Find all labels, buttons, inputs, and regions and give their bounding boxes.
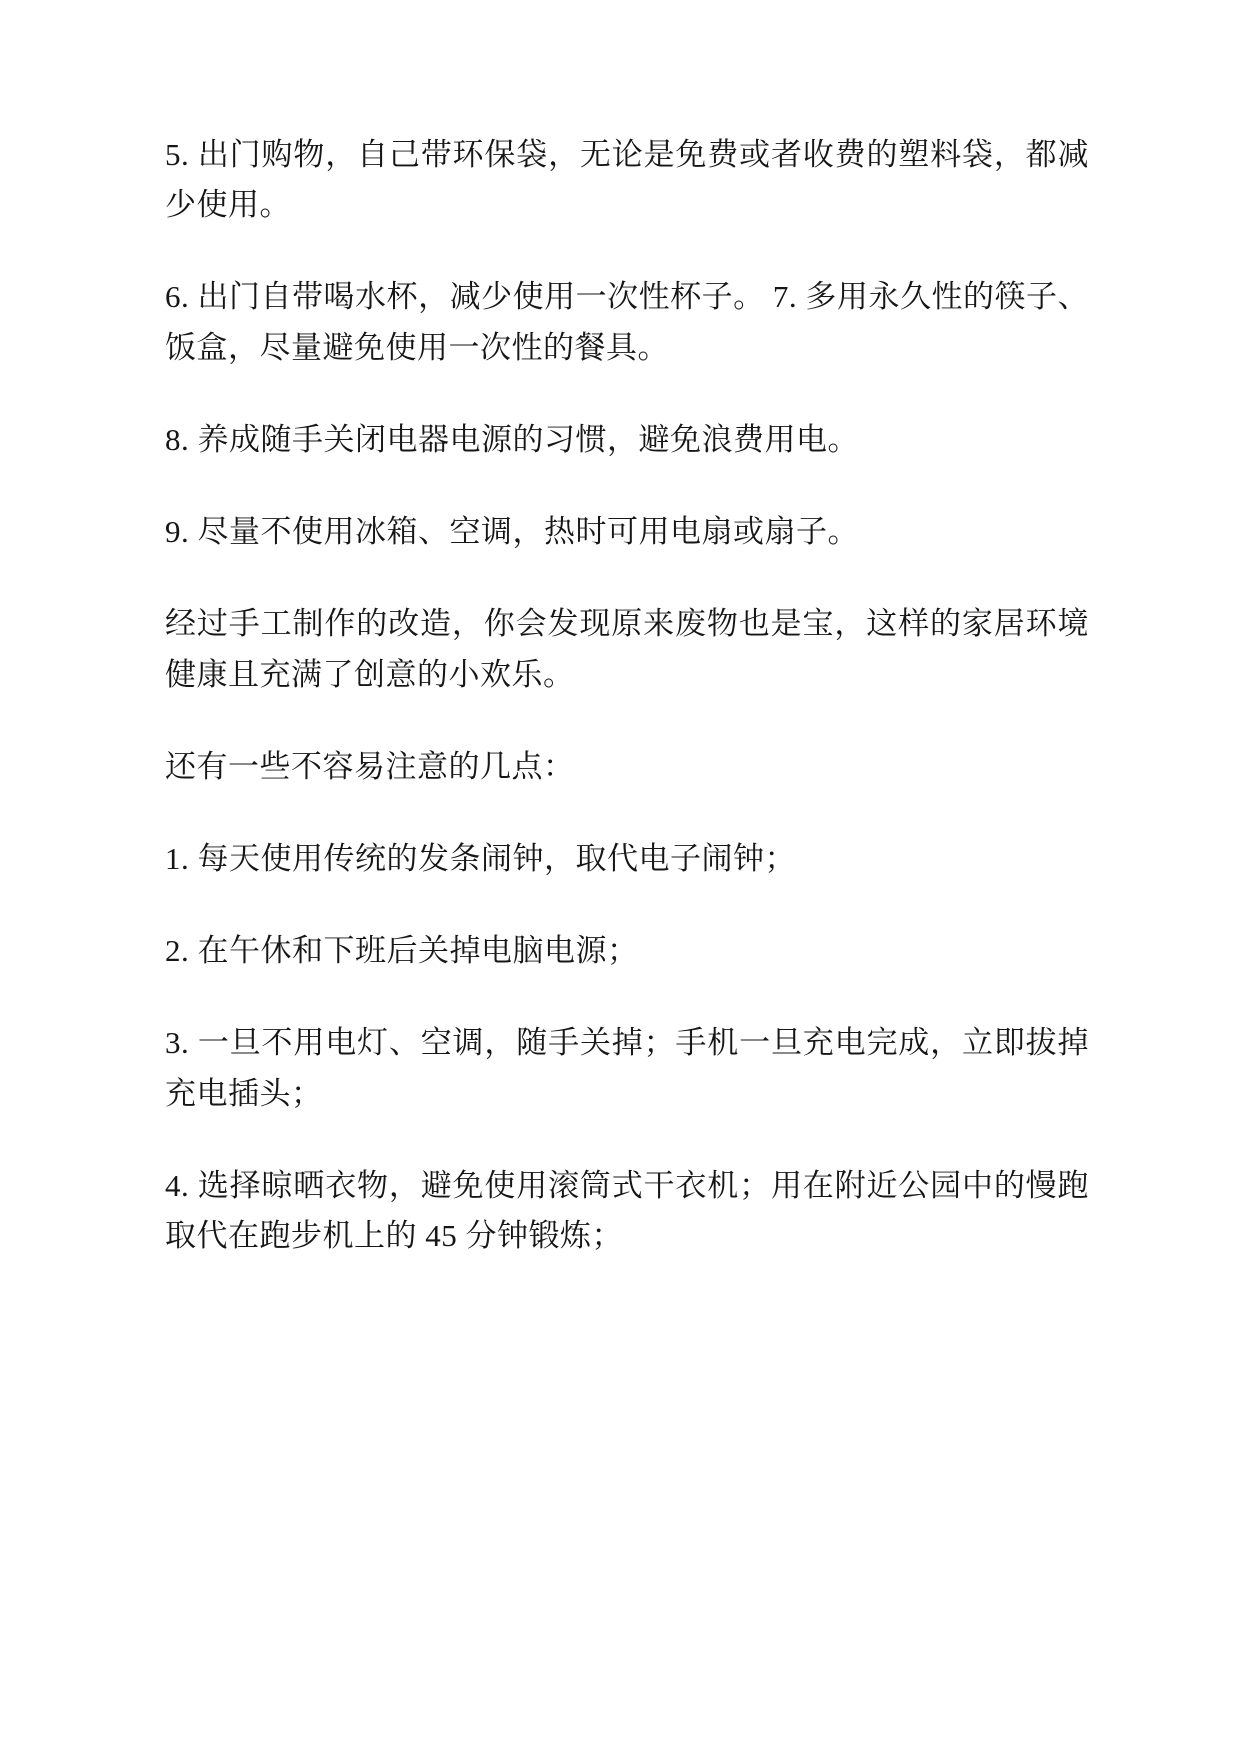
paragraph-note-2: 2. 在午休和下班后关掉电脑电源； bbox=[165, 933, 639, 969]
paragraph-note-4: 4. 选择晾晒衣物，避免使用滚筒式干衣机；用在附近公园中的慢跑取代在跑步机上的 45 分钟锻炼； bbox=[165, 1167, 1089, 1254]
paragraph-note-3: 3. 一旦不用电灯、空调，随手关掉；手机一旦充电完成，立即拔掉充电插头； bbox=[165, 1025, 1089, 1111]
document-body bbox=[165, 130, 1089, 1261]
paragraph-item-6-7: 6. 出门自带喝水杯，减少使用一次性杯子。 7. 多用永久性的筷子、饭盒，尽量避免使用一次性的餐具。 bbox=[165, 279, 1089, 365]
paragraph-item-8: 8. 养成随手关闭电器电源的习惯，避免浪费用电。 bbox=[165, 421, 859, 457]
paragraph-item-5: 5. 出门购物，自己带环保袋，无论是免费或者收费的塑料袋，都减少使用。 bbox=[165, 137, 1089, 223]
paragraph-section-intro: 还有一些不容易注意的几点： bbox=[165, 748, 575, 784]
paragraph-item-9: 9. 尽量不使用冰箱、空调，热时可用电扇或扇子。 bbox=[165, 514, 859, 550]
paragraph-summary: 经过手工制作的改造，你会发现原来废物也是宝，这样的家居环境健康且充满了创意的小欢乐。 bbox=[165, 606, 1089, 692]
paragraph-note-1: 1. 每天使用传统的发条闹钟，取代电子闹钟； bbox=[165, 840, 796, 876]
